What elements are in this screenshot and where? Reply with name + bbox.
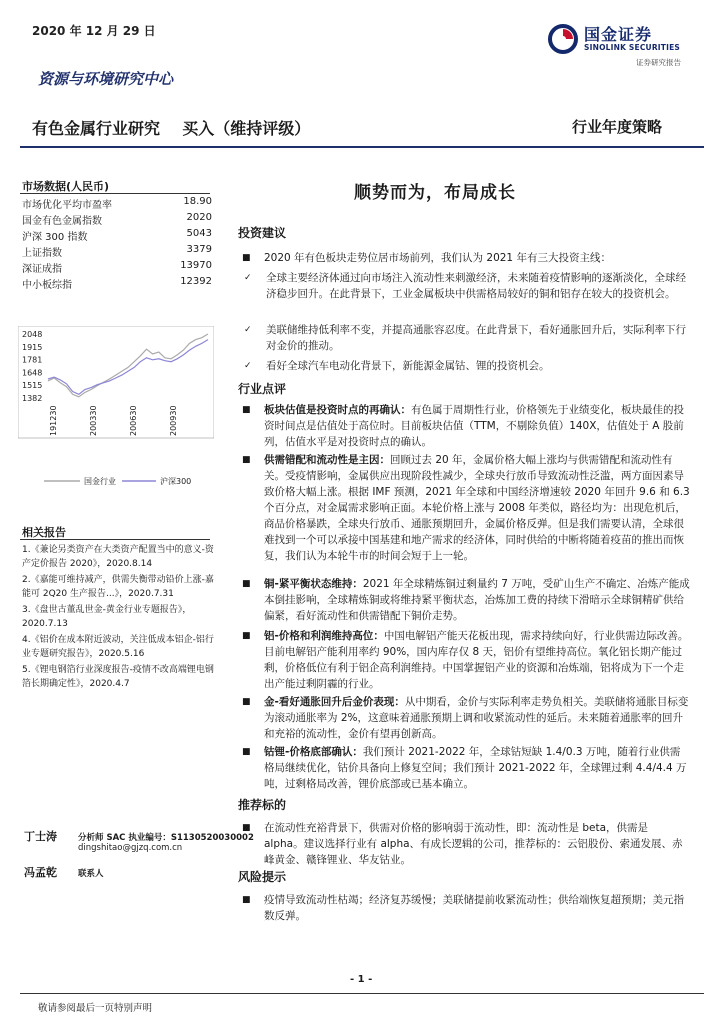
related-divider (20, 539, 210, 540)
related-report-item[interactable]: 3.《盘世古董乱世金-黄金行业专题报告》，2020.7.13 (22, 605, 192, 629)
y-tick-label: 2048 (22, 330, 43, 339)
disclaimer: 敬请参阅最后一页特别声明 (38, 1003, 153, 1014)
bullet-paragraph: ■ 供需错配和流动性是主因：回顾过去 20 年，金属价格大幅上涨均与供需错配和流动性有关。受疫情影响，金属供应出现阶段性减少，全球央行放币导致流动性泛滥，两方面因素导致价格大幅上涨。根据 IMF 预测，2021 年全球和中国经济增速较 2020 年回升 9.6 和 6.3 个百分点，对金属需求影响正面。本轮价格上涨与 2008 年类似，路径均为：出现危机后，商品价格暴跌，全球央行放币、通胀预期回升，金属价格反弹。但是我们需要认清，全球很难找到一个可以承接中国基建和地产需求的经济体，同时供给的中断将随着疫苗的推出而恢复，我们认为本轮牛市的时间会短于上一轮。 (242, 454, 690, 562)
series-line-industry (48, 334, 208, 397)
bullet-paragraph: ■ 铝-价格和利润维持高位：中国电解铝产能天花板出现，需求持续向好，行业供需边际改善。目前电解铝产能利用率约 90%，国内库存仅 8 天，铝价有望维持高位。氧化铝长期产能过剩，价格低位有利于铝企高利润维持。中国掌握铝产业的资源和冶炼端，铝将成为下一个走出产能过剩阴霾的行业。 (242, 630, 689, 690)
legend-hs300: 沪深300 (160, 477, 192, 486)
industry-rating: 有色金属行业研究 买入（维持评级） (32, 119, 311, 138)
y-tick-label: 1382 (22, 394, 43, 403)
market-data-title: 市场数据(人民币) (22, 180, 110, 193)
square-bullet-icon: ■ (242, 253, 251, 263)
chart-frame (18, 326, 214, 438)
market-row: 中小板综指 12392 (22, 276, 212, 291)
bullet-paragraph: ■ 2020 年有色板块走势位居市场前列，我们认为 2021 年有三大投资主线： (242, 252, 611, 264)
bullet-paragraph: ■ 铜-紧平衡状态维持：2021 年全球精炼铜过剩量约 7 万吨，受矿山生产不确定、冶炼产能成本倒挂影响，全球精炼铜或将维持紧平衡状态，冶炼加工费的持续下滑暗示全球铜精矿供给偏紧，看好流动性和供需错配下铜价走势。 (242, 578, 690, 622)
analyst-email[interactable]: dingshitao@gjzq.com.cn (78, 843, 183, 853)
report-title: 顺势而为，布局成长 (354, 183, 516, 203)
bullet-paragraph: ■ 疫情导致流动性枯竭；经济复苏缓慢；美联储提前收紧流动性；供给端恢复超预期；美元指数反弹。 (242, 894, 684, 922)
market-row: 沪深 300 指数 5043 (22, 228, 212, 243)
logo-en-text: SINOLINK SECURITIES (584, 43, 681, 52)
bullet-paragraph: ■ 在流动性充裕背景下，供需对价格的影响弱于流动性，即：流动性是 beta，供需是 alpha。建议选择行业有 alpha、有成长逻辑的公司，推荐标的：云铝股份、索通发展、赤峰黄金、赣锋锂业、华友钴业。 (242, 822, 683, 866)
x-tick-label: 200630 (129, 405, 138, 436)
check-paragraph: ✓ 全球主要经济体通过向市场注入流动性来刺激经济，未来随着疫情影响的逐渐淡化，全球经济稳步回升。在此背景下，工业金属板块中供需格局较好的铜和铝存在较大的投资机会。 (244, 272, 686, 300)
report-type: 行业年度策略 (572, 118, 663, 136)
market-row: 市场优化平均市盈率 18.90 (22, 196, 212, 211)
related-reports-title: 相关报告 (22, 526, 66, 539)
check-icon: ✓ (244, 273, 252, 283)
square-bullet-icon: ■ (242, 405, 251, 415)
bullet-paragraph: ■ 钴锂-价格底部确认：我们预计 2021-2022 年，全球钴短缺 1.4/0.3 万吨，随着行业供需格局继续优化，钴价具备向上修复空间；我们预计 2021-2022 年，全球锂过剩 4.4/4.4 万吨，过剩格局改善，锂价底部或已基本确立。 (242, 746, 687, 790)
contact-name: 冯孟乾 (24, 866, 57, 879)
y-tick-label: 1648 (22, 368, 43, 378)
bullet-paragraph: ■ 板块估值是投资时点的再确认：有色属于周期性行业，价格领先于业绩变化，板块最佳的投资时间点是估值处于高位时。目前板块估值（TTM，不剔除负值）140X，估值处于 A 股前列，估值水平是对投资时点的确认。 (242, 404, 684, 448)
square-bullet-icon: ■ (242, 631, 251, 641)
analyst-name: 丁士涛 (24, 830, 57, 843)
analyst-role: 分析师 SAC 执业编号：S1130520030002 (78, 833, 254, 843)
page-number: - 1 - (350, 974, 373, 985)
y-tick-label: 1915 (22, 342, 43, 352)
logo-cn-text: 国金证券 (584, 25, 653, 44)
section-industry-review: 行业点评 (238, 382, 287, 396)
square-bullet-icon: ■ (242, 697, 251, 707)
section-risks: 风险提示 (238, 870, 287, 884)
legend-industry: 国金行业 (84, 477, 116, 486)
section-investment-advice: 投资建议 (238, 226, 287, 240)
related-report-item[interactable]: 5.《锂电钢箔行业深度报告-疫情不改高端锂电钢箔长期确定性》，2020.4.7 (22, 665, 214, 689)
sinolink-logo-icon (548, 24, 578, 54)
logo-subtitle: 证券研究报告 (636, 58, 681, 67)
bullet-paragraph: ■ 金-看好通胀回升后金价表现：从中期看，金价与实际利率走势负相关。美联储将通胀目标变为滚动通胀率为 2%，这意味着通胀预期上调和收紧流动性的延后。未来随着通胀率的回升和充裕的流动性，金价有望再创新高。 (242, 696, 689, 740)
square-bullet-icon: ■ (242, 747, 251, 757)
related-report-item[interactable]: 2.《嘉能可维持减产，供需失衡带动铅价上涨-嘉能可 2Q20 生产报告...》，2020.7.31 (22, 575, 214, 599)
research-center: 资源与环境研究中心 (38, 70, 174, 88)
y-tick-label: 1781 (22, 355, 43, 365)
report-date: 2020 年 12 月 29 日 (32, 24, 156, 38)
contact-role: 联系人 (78, 869, 104, 879)
related-report-item[interactable]: 4.《铝价在成本附近波动，关注低成本铝企-铝行业专题研究报告》，2020.5.16 (22, 635, 214, 659)
check-paragraph: ✓ 美联储维持低利率不变，并提高通胀容忍度。在此背景下，看好通胀回升后，实际利率下行对金价的推动。 (244, 324, 686, 352)
footer-divider (20, 993, 704, 994)
check-paragraph: ✓ 看好全球汽车电动化背景下，新能源金属钴、锂的投资机会。 (244, 360, 550, 372)
square-bullet-icon: ■ (242, 579, 251, 589)
index-line-chart (18, 326, 214, 506)
check-icon: ✓ (244, 325, 252, 335)
market-row: 深证成指 13970 (22, 260, 212, 275)
section-recommendations: 推荐标的 (238, 798, 287, 812)
x-tick-label: 191230 (49, 405, 58, 436)
x-tick-label: 200330 (89, 405, 98, 436)
x-tick-label: 200930 (169, 405, 178, 436)
related-report-item[interactable]: 1.《兼论另类资产在大类资产配置当中的意义-资产定价报告 2020》，2020.8.14 (22, 545, 214, 569)
market-row: 国金有色金属指数 2020 (22, 212, 212, 227)
y-tick-label: 1515 (22, 381, 43, 391)
square-bullet-icon: ■ (242, 455, 251, 465)
square-bullet-icon: ■ (242, 823, 251, 833)
check-icon: ✓ (244, 361, 252, 371)
market-row: 上证指数 3379 (22, 244, 212, 259)
square-bullet-icon: ■ (242, 895, 251, 905)
market-divider (20, 193, 210, 194)
header-divider (20, 146, 704, 148)
